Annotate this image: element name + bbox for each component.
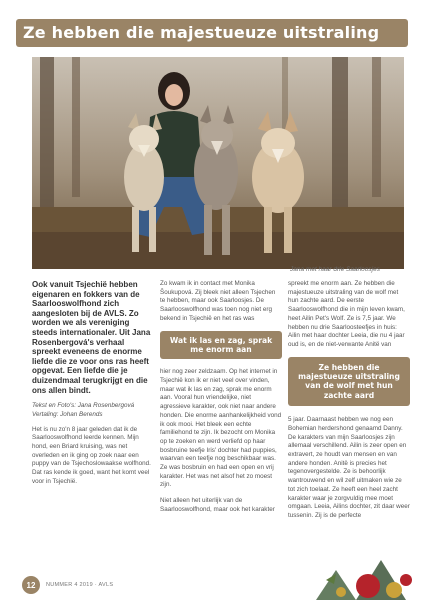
credit-text: Tekst en Foto's: Jana Rosenbergová xyxy=(32,402,135,410)
body-paragraph: hier nog zeer zeldzaam. Op het internet in Tsjechië kon ik er niet veel over vinden, maar wat ik las en zag, sprak me enorm aan. Vooral hun vriendelijke, niet agressieve karakter, ook niet naar andere honden. Die enorme aanhankelijkheid vond ik ook mooi. Het bleek een echte familiehond te zijn. Ik bezocht om Monika op te zoeken en werd verliefd op haar bosbruine teefje Iris' dochter had puppies, waarvan een teefje nog beschikbaar was. Ze was bosbruin en had een open en vrij karakter. Het was net alsof het zo moest zijn. xyxy=(160,368,282,489)
lede: Ook vanuit Tsjechië hebben eigenaren en fokkers van de Saarlooswolfhond zich aangesloten bij de AVLS. Zo worden we als vereniging steeds internationaler. Uit Jana Rosenbergová's verhaal spreekt eveneens de enorme liefde die ze voor ons ras heeft opgevat. Een liefde die je duizendmaal terugkrijgt en die ons allen bindt. xyxy=(32,280,151,395)
page-number: 12 xyxy=(22,576,40,594)
pull-quote: Ze hebben die majestueuze uitstraling van de wolf met hun zachte aard xyxy=(288,357,410,407)
pull-quote: Wat ik las en zag, sprak me enorm aan xyxy=(160,331,282,360)
body-paragraph: 5 jaar. Daarnaast hebben we nog een Bohemian herdershond genaamd Danny. De karakters van mijn Saarloosjes zijn allemaal verschillend. Ailin is zeer open en extravert, ze houdt van mensen en van andere honden. Anitë is precies het tegenovergestelde. Ze is behoorlijk wantrouwend en wil zelf uitmaken wie ze tot zich toelaat. Ze heeft een heel zacht karakter waar je zorgvuldig mee moet omgaan. Leeia, Ailins dochter, zit daar weer tussenin. Zij is de perfecte xyxy=(288,416,410,519)
credits xyxy=(32,402,154,419)
column-3 xyxy=(288,280,410,528)
column-1 xyxy=(32,280,154,493)
credit-translation: Vertaling: Johan Berends xyxy=(32,410,103,418)
body-paragraph: Niet alleen het uiterlijk van de Saarlooswolfhond, maar ook het karakter xyxy=(160,497,275,513)
article-photo xyxy=(32,57,404,269)
body-paragraph: Zo kwam ik in contact met Monika Šoukupová. Zij bleek niet alleen Tsjechen te hebben, maar ook Saarloosjes. De Saarlooswolfhond was toen nog niet erg bekend in Tsjechië en het ras was xyxy=(160,280,276,322)
woman-with-dogs-photo xyxy=(32,57,404,269)
page-footer xyxy=(22,578,113,592)
body-paragraph: Het is nu zo'n 8 jaar geleden dat ik de Saarlooswolfhond leerde kennen. Mijn hond, een Briard kruising, was net overleden en ik ging op zoek naar een puppy van de Tsjechoslowaakse wolfhond. Dat ras kende ik goed, want het komt veel voor in Tsjechië. xyxy=(32,425,151,485)
title-bar xyxy=(16,19,408,47)
article-title: Ze hebben die majestueuze uitstraling xyxy=(23,23,380,42)
christmas-decoration-icon xyxy=(296,540,424,600)
photo-caption: Jana met haar drie Saarloosjes xyxy=(290,266,380,273)
issue-label: NUMMER 4 2019 · AVLS xyxy=(46,582,114,588)
body-paragraph: spreekt me enorm aan. Ze hebben die majestueuze uitstraling van de wolf met hun zachte aard. De eerste Saarlooswolfhond die in mijn leven kwam, heet Ailin Pet's Wolf. Ze is 7,5 jaar. We hebben nu drie Saarloosteefjes in huis: Ailin met haar dochter Leeia, die nu 4 jaar oud is, en de niet-verwante Anitë van xyxy=(288,280,405,348)
column-2 xyxy=(160,280,282,522)
